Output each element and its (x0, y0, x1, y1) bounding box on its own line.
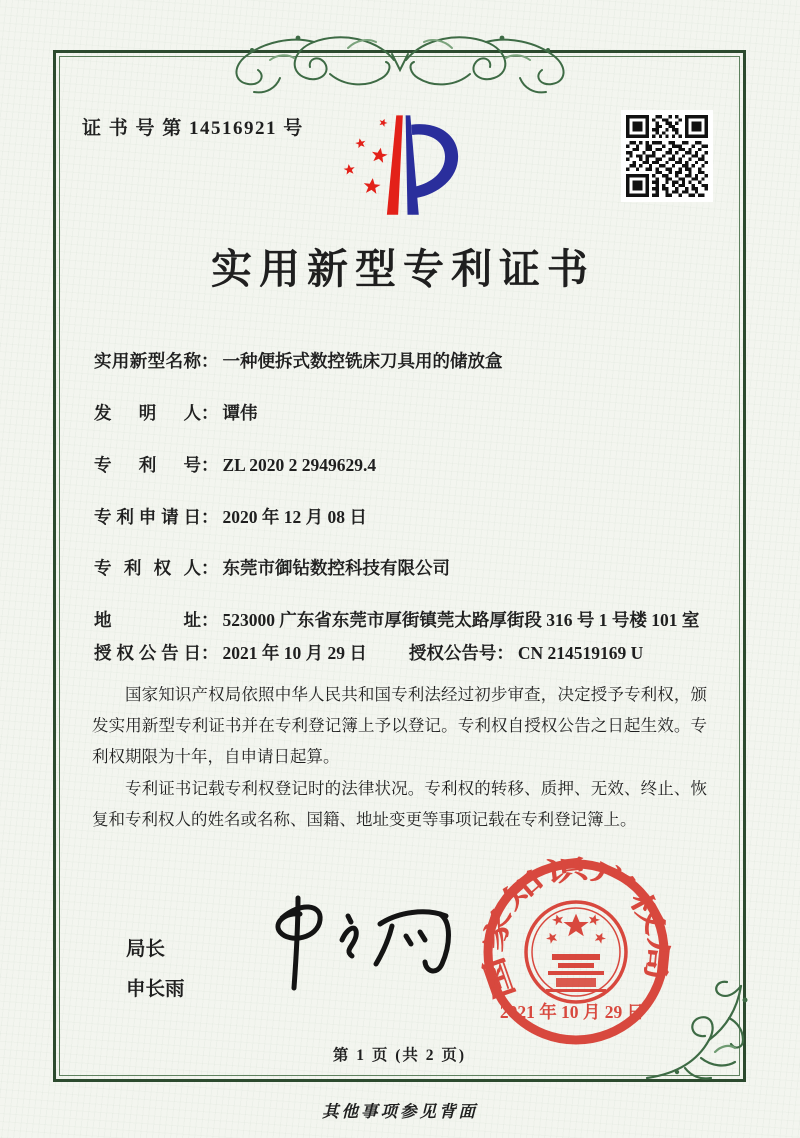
field-label: 专利申请日 (94, 506, 201, 527)
field-row-grant (94, 641, 705, 666)
scroll-ornament-icon (180, 26, 620, 105)
field-value: 东莞市御钻数控科技有限公司 (222, 558, 450, 579)
field-label: 地址 (94, 610, 201, 631)
field-label: 授权公告日 (94, 643, 201, 664)
certificate-body (80, 680, 719, 836)
page-number: 第 1 页 (共 2 页) (332, 1047, 467, 1064)
handwritten-signature-icon (230, 888, 480, 1013)
certificate-number: 证 书 号 第 14516921 号 (82, 118, 304, 139)
field-colon: ： (201, 454, 219, 475)
qr-code-icon (621, 110, 713, 202)
floral-corner-ornament-icon (641, 974, 756, 1094)
field-colon: ： (201, 558, 219, 579)
cnipa-logo-icon (325, 104, 475, 231)
signer-name: 申长雨 (126, 978, 185, 1001)
field-colon: ： (201, 402, 219, 423)
field-colon: ： (496, 643, 514, 664)
body-paragraph: 专利证书记载专利权登记时的法律状况。专利权的转移、质押、无效、终止、恢复和专利权人的姓名或名称、国籍、地址变更等事项记载在专利登记簿上。 (92, 779, 707, 830)
certificate-title: 实用新型专利证书 (211, 246, 595, 292)
field-row-grant-no (409, 641, 643, 666)
field-label: 授权公告号 (408, 643, 497, 664)
field-row-inventor (94, 401, 705, 426)
seal-date: 2021 年 10 月 29 日 (499, 1002, 645, 1023)
border-frame (53, 50, 746, 1082)
signer-block (126, 930, 185, 1010)
field-colon: ： (201, 643, 219, 664)
signer-title: 局长 (126, 938, 166, 961)
body-paragraph: 国家知识产权局依照中华人民共和国专利法经过初步审查，决定授予专利权，颁发实用新型专利证书并在专利登记簿上予以登记。专利权自授权公告之日起生效。专利权期限为十年，自申请日起算。 (92, 684, 707, 766)
certificate-fields (80, 349, 719, 666)
field-value: CN 214519169 U (517, 643, 644, 664)
field-value: 一种便拆式数控铣床刀具用的储放盒 (222, 351, 503, 371)
field-label: 发明人 (94, 402, 201, 423)
field-colon: ： (201, 506, 219, 527)
field-value: 523000 广东省东莞市厚街镇莞太路厚街段 316 号 1 号楼 101 室 (222, 610, 700, 631)
field-label: 专利号 (94, 454, 201, 475)
field-value: 2020 年 12 月 08 日 (222, 506, 367, 527)
field-value: 2021 年 10 月 29 日 (222, 643, 367, 664)
field-row-filing-date (94, 505, 705, 530)
seal-agency-text: 国家知识产权局 (477, 855, 674, 1004)
field-colon: ： (201, 610, 219, 631)
field-label: 专利权人 (94, 558, 201, 579)
field-row-patent-no (94, 453, 705, 478)
field-value: ZL 2020 2 2949629.4 (222, 454, 377, 475)
field-row-patentee (94, 556, 705, 581)
field-row-address (94, 608, 705, 633)
back-note: 其他事项参见背面 (322, 1102, 478, 1121)
field-row-name (94, 349, 705, 374)
field-label: 实用新型名称 (94, 351, 201, 371)
field-colon: ： (201, 351, 219, 371)
field-value: 谭伟 (222, 402, 258, 423)
